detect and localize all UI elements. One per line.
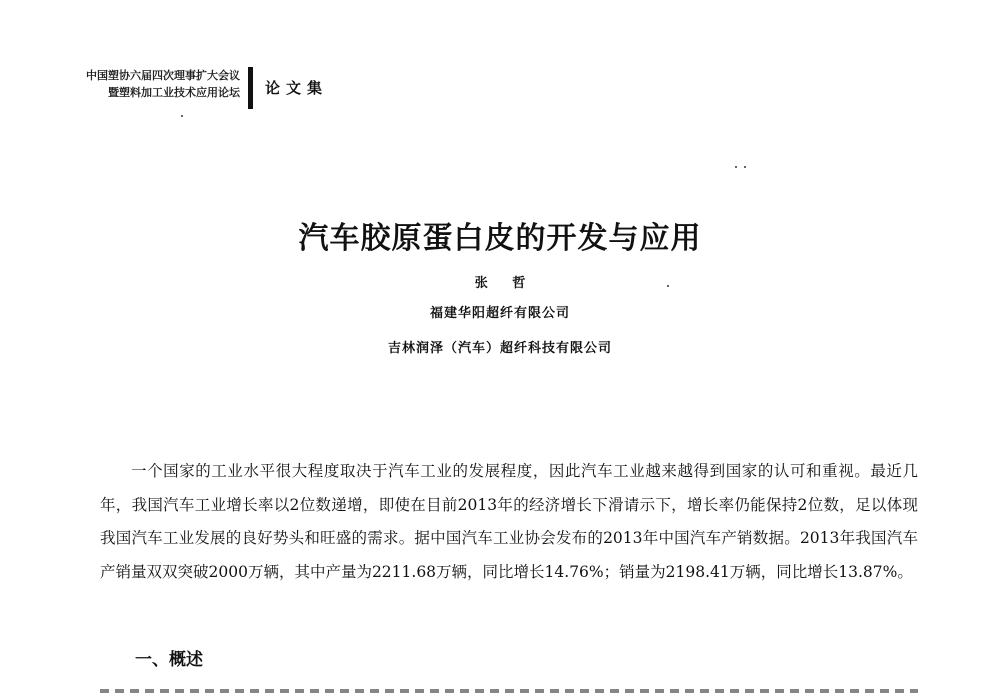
paper-author: 张 哲 (474, 276, 536, 291)
section-heading-overview: 一、概述 (135, 650, 203, 670)
affiliation-2: 吉林润泽（汽车）超纤科技有限公司 (387, 341, 612, 356)
conference-name (86, 67, 248, 101)
scan-speck (181, 115, 183, 117)
paper-title: 汽车胶原蛋白皮的开发与应用 (298, 221, 702, 256)
collection-label: 论文集 (265, 79, 329, 97)
conference-line-1: 中国塑协六届四次理事扩大会议 (86, 69, 240, 82)
cut-off-text-line (100, 689, 918, 699)
scan-speck (735, 166, 737, 168)
running-header (86, 67, 328, 109)
intro-paragraph: 一个国家的工业水平很大程度取决于汽车工业的发展程度，因此汽车工业越来越得到国家的认可和重视。最近几年，我国汽车工业增长率以2位数递增，即使在目前2013年的经济增长下滑请示下，增长率仍能保持2位数，足以体现我国汽车工业发展的良好势头和旺盛的需求。据中国汽车工业协会发布的2013年中国汽车产销数据。2013年我国汽车产销量双双突破2000万辆，其中产量为2211.68万辆，同比增长14.76%；销量为2198.41万辆，同比增长13.87%。 (100, 462, 918, 581)
conference-line-2: 暨塑料加工业技术应用论坛 (108, 86, 240, 99)
scan-speck (744, 166, 746, 168)
affiliation-1: 福建华阳超纤有限公司 (429, 306, 570, 321)
cut-off-text-fragment (100, 689, 918, 693)
